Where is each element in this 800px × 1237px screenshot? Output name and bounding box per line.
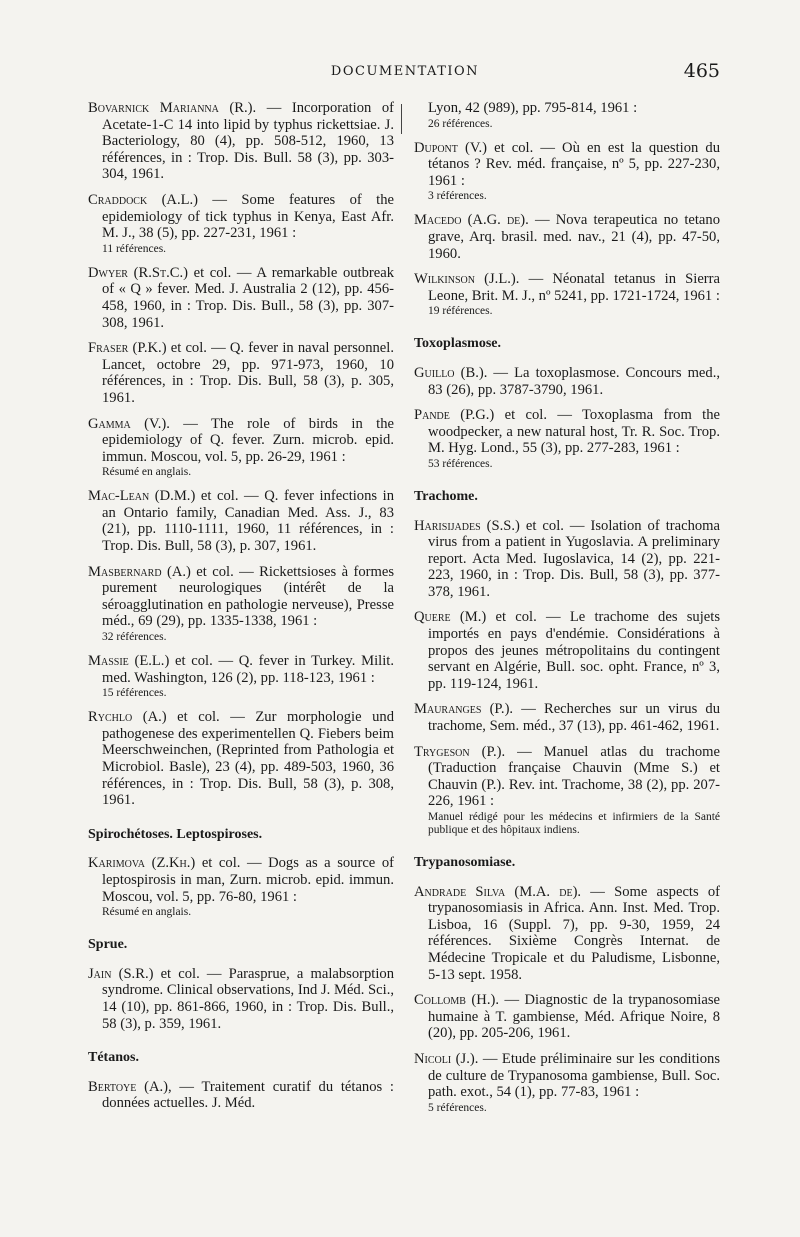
bibliography-entry: [414, 609, 720, 692]
entry-text: et col. — Isolation of trachoma virus from a patient in Yugoslavia. A preliminary report. Acta Med. Iugoslavica, 14 (2), pp. 221-223, 1960, in : Trop. Dis. Bull, 58 (3), pp. 377-378, 1961.: [428, 517, 720, 600]
entry-author: Bovarnick Marianna (R.).: [88, 100, 257, 116]
entry-text: — Diagnostic de la trypanosomiase humaine à T. gambiense, Méd. Afrique Noire, 8 (20), pp. 205-206, 1961.: [428, 992, 720, 1042]
entry-text: — Some features of the epidemiology of tick typhus in Kenya, East Afr. M. J., 38 (5), pp. 227-231, 1961 :: [102, 191, 394, 242]
section-heading-sprue: Sprue.: [88, 937, 128, 953]
entry-author: Karimova (Z.Kh.): [88, 855, 196, 872]
bibliography-entry: [88, 966, 394, 1032]
bibliography-entry: [414, 518, 720, 601]
column-divider: [401, 104, 402, 134]
bibliography-entry: [88, 340, 394, 406]
continued-entry: [414, 100, 720, 131]
section-heading-tetanos: Tétanos.: [88, 1050, 139, 1066]
entry-author: Trygeson (P.).: [414, 743, 506, 760]
entry-author: Rychlo (A.): [88, 709, 167, 726]
entry-text: et col. — Q. fever infections in an Ontario family, Canadian Med. Ass. J., 83 (21), pp. 1110-1111, 1960, 11 références, in : Trop. Dis. Bull, 58 (3), p. 307, 1961.: [102, 488, 395, 555]
entry-author: Dwyer (R.St.C.): [88, 264, 188, 281]
entry-author: Andrade Silva (M.A. de).: [414, 883, 582, 900]
entry-text: et col. — Le trachome des sujets importés en pays d'endémie. Considérations à propos des jeunes métropolitains du contingent servant en Algérie, Bull. soc. opht. France, nº 3, pp. 119-124, 1961.: [428, 609, 720, 692]
bibliography-entry: [414, 365, 720, 398]
entry-author: Wilkinson (J.L.).: [414, 271, 520, 288]
entry-author: Nicoli (J.).: [414, 1050, 479, 1067]
entry-author: Guillo (B.).: [414, 364, 488, 381]
entry-author: Craddock (A.L.): [88, 191, 199, 208]
entry-text: et col. — Dogs as a source of leptospirosis in man, Zurn. microb. epid. immun. Moscou, vol. 5, pp. 76-80, 1961 :: [102, 855, 394, 905]
continued-text: Lyon, 42 (989), pp. 795-814, 1961 :: [428, 100, 638, 116]
entry-text: — Some aspects of trypanosomiasis in Africa. Ann. Inst. Med. Trop. Lisboa, 16 (Suppl. 7), pp. 9-30, 1959, 24 références. Sixième Congrès Internat. de Médecine Tropicale et du Paludisme, Lisbonne, 5-13 sept. 1958.: [428, 883, 721, 983]
entry-text: — Incorporation of Acetate-1-C 14 into lipid by typhus rickettsiae. J. Bacteriology, 80 (4), pp. 508-512, 1960, 13 références, in : Trop. Dis. Bull. 58 (3), pp. 303-304, 1961.: [102, 100, 395, 183]
entry-note: 3 références.: [428, 190, 487, 203]
entry-note: Résumé en anglais.: [102, 466, 192, 479]
entry-author: Bertoye (A.),: [88, 1078, 172, 1095]
right-column: [414, 100, 720, 1124]
bibliography-entry: [414, 212, 720, 262]
entry-text: — Manuel atlas du trachome (Traduction française Chauvin (Mme S.) et Chauvin (P.). Rev. int. Trachome, 38 (2), pp. 207-226, 1961 :: [428, 743, 720, 810]
bibliography-entry: [88, 1079, 394, 1112]
bibliography-entry: [414, 271, 720, 318]
entry-author: Macedo (A.G. de).: [414, 212, 529, 229]
left-group-2: [88, 855, 394, 919]
entry-text: — Néonatal tetanus in Sierra Leone, Brit. M. J., nº 5241, pp. 1721-1724, 1961 :: [428, 271, 720, 304]
entry-note: Manuel rédigé pour les médecins et infirmiers de la Santé publique et des hôpitaux indiens.: [428, 811, 720, 836]
entry-note: 19 références.: [428, 305, 493, 318]
right-group-1: [414, 140, 720, 319]
left-group-3: [88, 966, 394, 1032]
bibliography-entry: [414, 1051, 720, 1115]
bibliography-entry: [414, 701, 720, 734]
right-group-3: [414, 518, 720, 838]
entry-text: — The role of birds in the epidemiology of Q. fever. Zurn. microb. epid. immun. Moscou, vol. 5, pp. 26-29, 1961 :: [102, 415, 394, 465]
entry-author: Pande (P.G.): [414, 407, 495, 424]
entry-text: — Traitement curatif du tétanos : données actuelles. J. Méd.: [102, 1078, 394, 1112]
entry-author: Fraser (P.K.): [88, 340, 167, 357]
entry-text: — Etude préliminaire sur les conditions de culture de Trypanosoma gambiense, Bull. Soc. path. exot., 54 (1), pp. 77-83, 1961 :: [428, 1050, 720, 1101]
section-heading-trachome: Trachome.: [414, 488, 478, 504]
entry-author: Gamma (V.).: [88, 415, 170, 432]
section-heading-toxoplasmose: Toxoplasmose.: [414, 336, 502, 352]
entry-text: et col. — A remarkable outbreak of « Q » fever. Med. J. Australia 2 (12), pp. 456-458, 1960, in : Trop. Dis. Bull., 58 (3), pp. 307-308, 1961.: [102, 264, 395, 331]
bibliography-entry: [88, 855, 394, 919]
continued-note: 26 références.: [428, 117, 493, 130]
entry-author: Quere (M.): [414, 609, 487, 626]
bibliography-entry: [88, 488, 394, 554]
entry-text: et col. — Parasprue, a malabsorption syndrome. Clinical observations, Ind J. Méd. Sci., 14 (10), pp. 861-866, 1960, in : Trop. Dis. Bull., 58 (3), p. 359, 1961.: [102, 965, 395, 1032]
entry-text: et col. — Zur morphologie und pathogenese des experimentellen Q. Fiebers beim Meerschweinchen, (Reprinted from Pathologia et Microbiol. Basle), 23 (4), pp. 489-503, 1960, 36 références, in : Trop. Dis. Bull, 58 (3), p. 308, 1961.: [102, 709, 394, 809]
section-heading-trypanosomiase: Trypanosomiase.: [414, 855, 516, 870]
right-group-4: [414, 884, 720, 1115]
page-header: [90, 60, 720, 84]
bibliography-entry: [88, 100, 394, 183]
entry-text: — La toxoplasmose. Concours med., 83 (26), pp. 3787-3790, 1961.: [428, 364, 720, 398]
left-column: [88, 100, 394, 1121]
bibliography-entry: [88, 564, 394, 644]
entry-text: — Nova terapeutica no tetano grave, Arq. brasil. med. nav., 21 (4), pp. 47-50, 1960.: [428, 212, 720, 262]
entry-author: Collomb (H.).: [414, 992, 499, 1009]
entry-text: — Recherches sur un virus du trachome, Sem. méd., 37 (13), pp. 461-462, 1961.: [428, 701, 721, 735]
entry-note: Résumé en anglais.: [102, 906, 192, 919]
entry-author: Dupont (V.): [414, 139, 488, 156]
right-group-2: [414, 365, 720, 471]
left-group-4: [88, 1079, 394, 1112]
entry-text: et col. — Rickettsioses à formes purement neurologiques (intérêt de la séroagglutination en pathologie nerveuse), Presse méd., 69 (29), pp. 1335-1338, 1961 :: [102, 563, 394, 630]
page-number: 465: [683, 60, 720, 82]
section-heading-spirochetoses: Spirochétoses. Leptospiroses.: [88, 826, 263, 842]
bibliography-entry: [414, 992, 720, 1042]
bibliography-entry: [88, 653, 394, 700]
entry-text: et col. — Q. fever in naval personnel. Lancet, octobre 29, pp. 971-973, 1960, 10 références, in : Trop. Dis. Bull, 58 (3), p. 305, 1961.: [102, 340, 394, 406]
entry-author: Massie (E.L.): [88, 653, 170, 670]
bibliography-entry: [88, 416, 394, 480]
bibliography-entry: [414, 407, 720, 471]
entry-note: 11 références.: [102, 242, 167, 255]
bibliography-entry: [414, 884, 720, 984]
entry-note: 5 références.: [428, 1101, 487, 1114]
bibliography-entry: [414, 140, 720, 204]
bibliography-entry: [88, 192, 394, 256]
entry-author: Masbernard (A.): [88, 563, 191, 580]
entry-text: et col. — Toxoplasma from the woodpecker, a new natural host, Tr. R. Soc. Trop. M. Hyg. Lond., 55 (3), pp. 277-283, 1961 :: [428, 407, 720, 457]
entry-note: 32 références.: [102, 631, 167, 644]
bibliography-entry: [414, 744, 720, 837]
entry-text: et col. — Où en est la question du tétanos ? Rev. méd. française, nº 5, pp. 227-230, 1961 :: [428, 139, 720, 189]
entry-author: Jain (S.R.): [88, 965, 154, 982]
bibliography-entry: [88, 265, 394, 331]
running-title: DOCUMENTATION: [330, 64, 480, 79]
entry-note: 53 références.: [428, 457, 493, 470]
bibliography-entry: [88, 709, 394, 809]
entry-note: 15 références.: [102, 687, 167, 700]
entry-author: Mauranges (P.).: [414, 701, 514, 718]
left-group-1: [88, 100, 394, 809]
entry-text: et col. — Q. fever in Turkey. Milit. med. Washington, 126 (2), pp. 118-123, 1961 :: [102, 653, 394, 686]
entry-author: Mac-Lean (D.M.): [88, 488, 196, 505]
entry-author: Harisijades (S.S.): [414, 517, 520, 534]
